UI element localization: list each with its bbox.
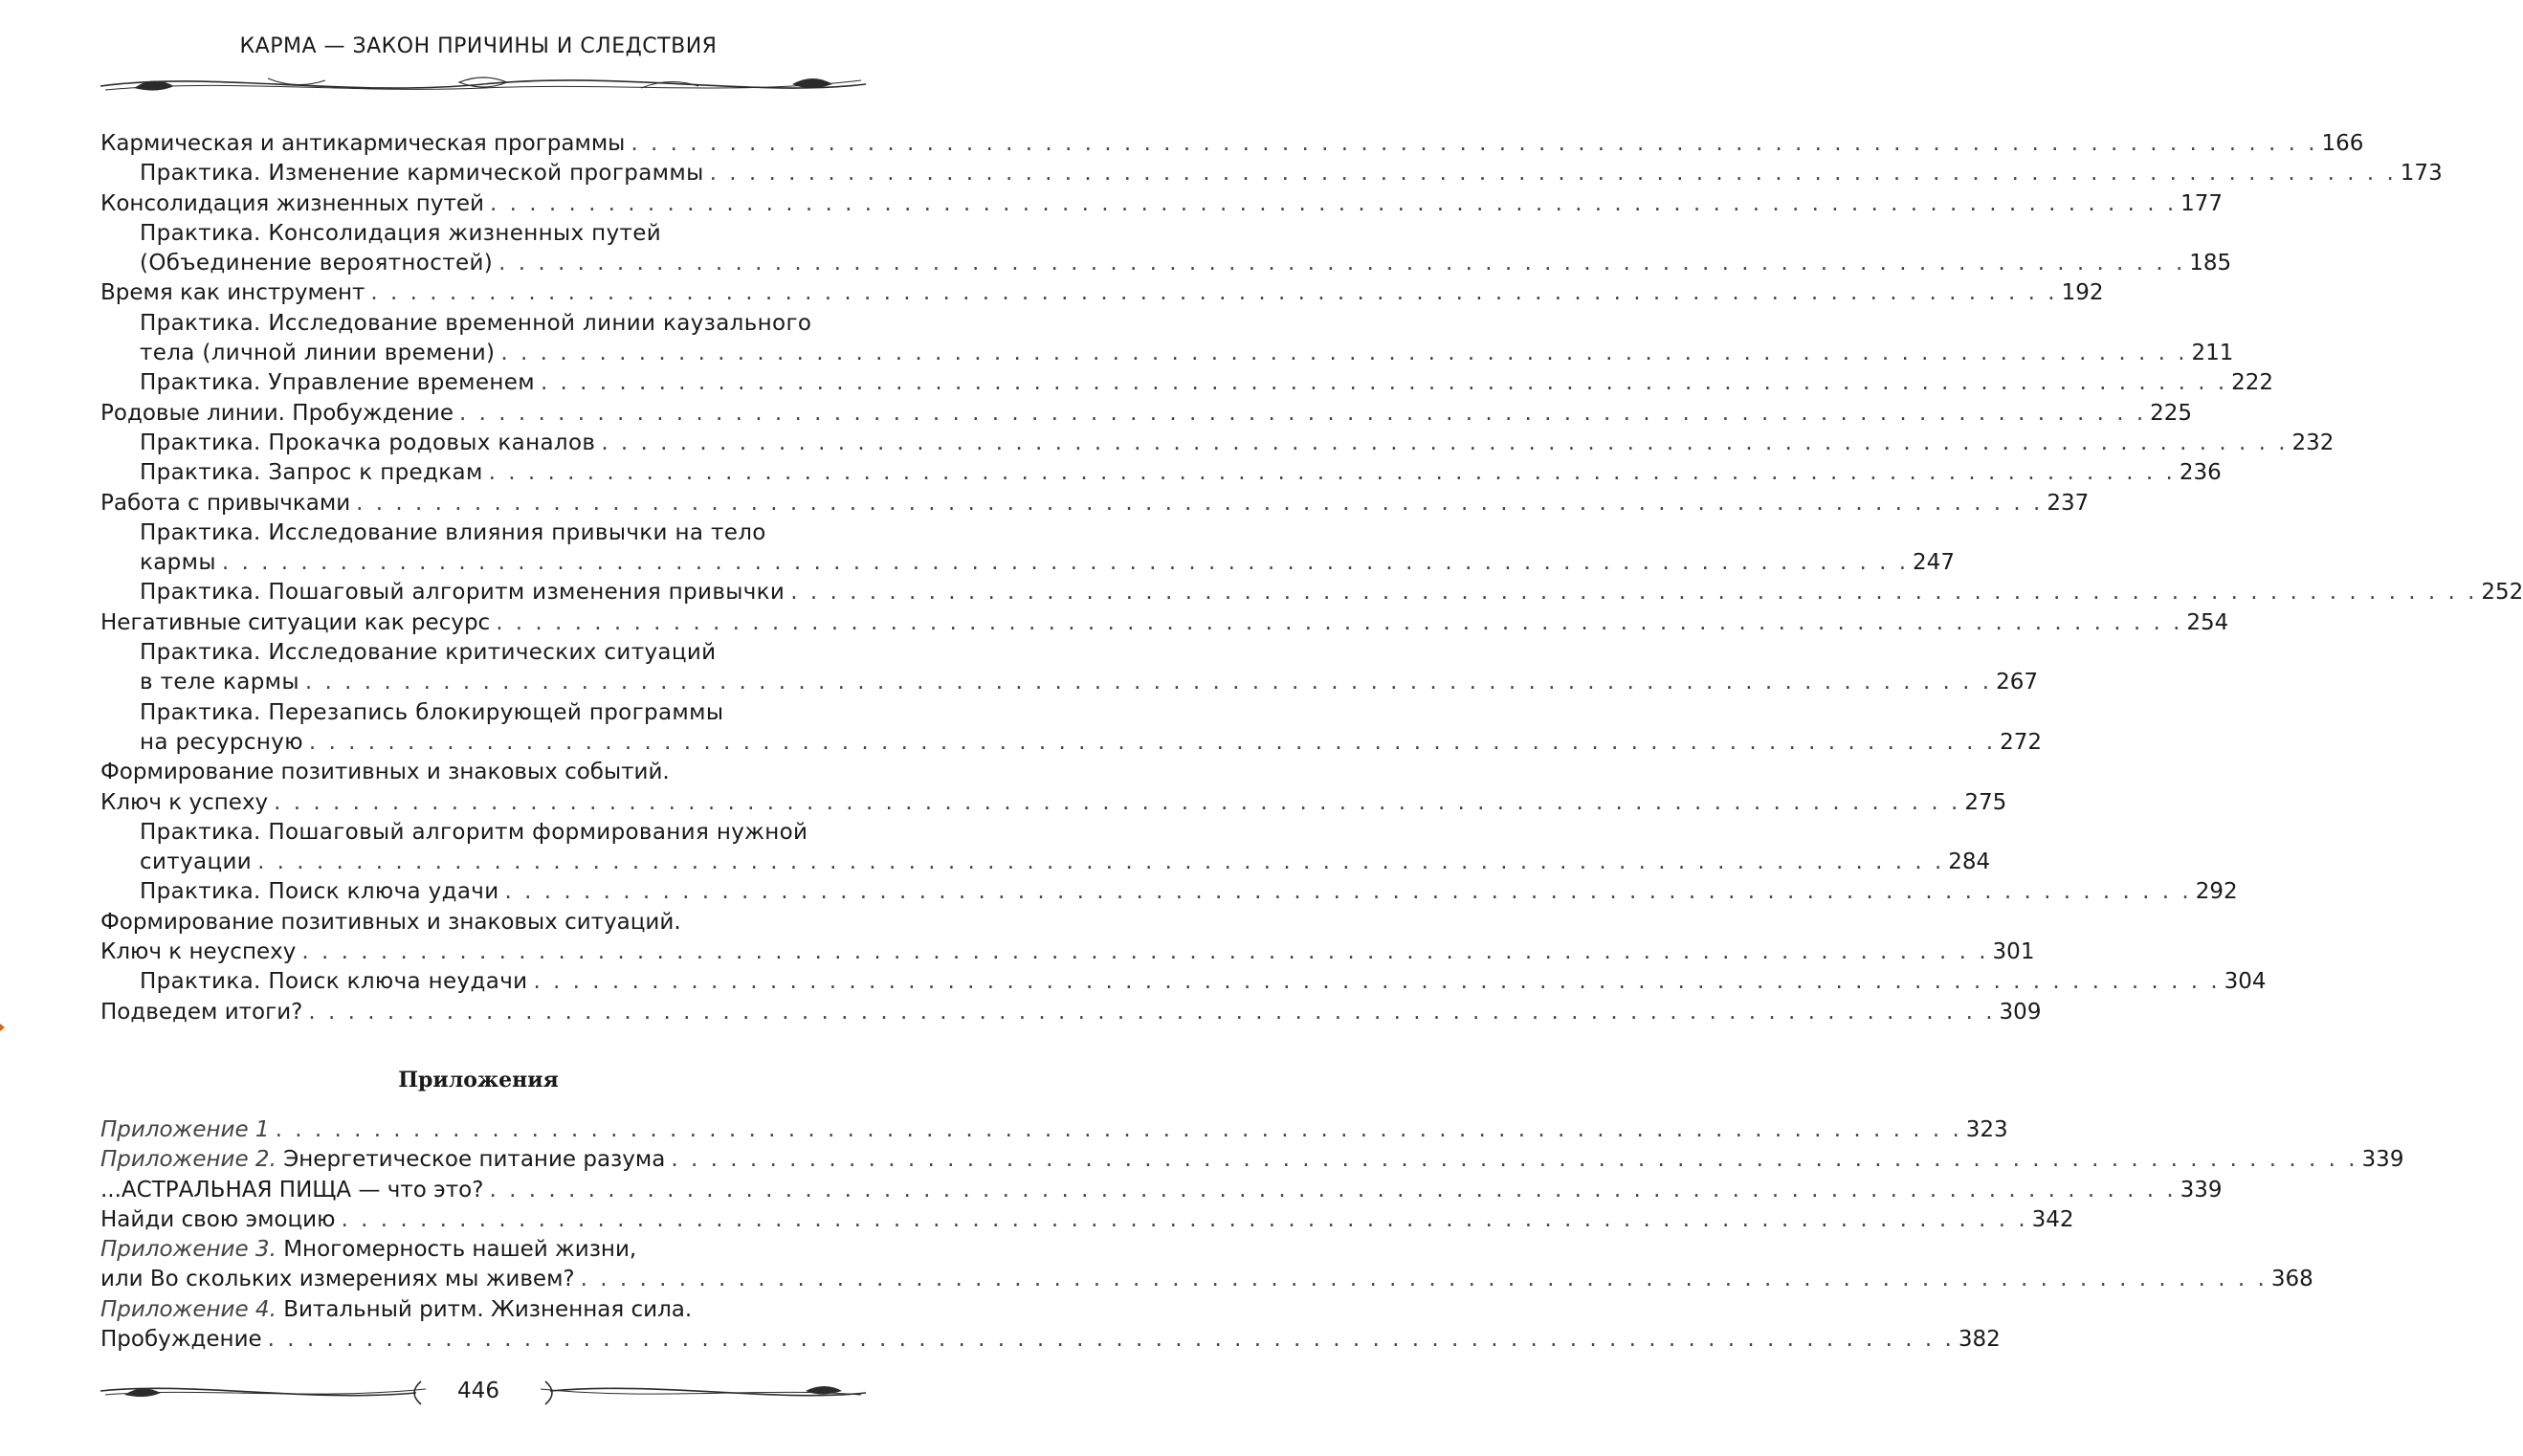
- page-number: 446: [457, 1379, 499, 1403]
- toc-entry: [100, 998, 2042, 1027]
- toc-subentry: [100, 309, 868, 339]
- toc-page-number: 211: [2191, 341, 2234, 366]
- running-head: КАРМА — ЗАКОН ПРИЧИНЫ И СЛЕДСТВИЯ: [239, 34, 718, 58]
- toc-entry-title: Практика. Исследование временной линии каузального: [140, 310, 812, 336]
- dot-leader: [276, 1115, 1962, 1145]
- appendix-label: Приложение 3.: [100, 1237, 277, 1263]
- dot-leader: [601, 429, 2288, 458]
- table-of-contents: [100, 129, 2523, 1027]
- toc-subentry: [100, 339, 2234, 368]
- appendix-entry-text: [100, 1265, 575, 1294]
- toc-subentry: [100, 818, 868, 848]
- appendix-title: Энергетическое питание разума: [283, 1147, 666, 1173]
- appendix-page-number: 323: [1965, 1117, 2008, 1142]
- toc-entry-title: Практика. Поиск ключа удачи: [140, 879, 499, 905]
- toc-subentry: [100, 877, 2238, 907]
- dot-leader: [305, 668, 1992, 697]
- toc-subentry: [100, 159, 2443, 188]
- toc-entry-title: Подведем итоги?: [100, 999, 303, 1025]
- dot-leader: [274, 788, 1960, 818]
- toc-page-number: 309: [1999, 999, 2042, 1025]
- toc-entry-title: Кармическая и антикармическая программы: [100, 131, 626, 156]
- toc-page-number: 173: [2400, 161, 2443, 187]
- toc-subentry: [100, 668, 2038, 697]
- toc-entry: [100, 908, 868, 938]
- toc-entry-title: Формирование позитивных и знаковых ситуаций.: [100, 909, 681, 935]
- dot-leader: [496, 608, 2182, 638]
- toc-entry-title: Практика. Пошаговый алгоритм изменения привычки: [140, 580, 786, 606]
- toc-page-number: 247: [1913, 550, 1955, 576]
- toc-page-number: 222: [2231, 370, 2274, 396]
- toc-subentry: [100, 967, 2267, 997]
- toc-entry-title: Практика. Прокачка родовых каналов: [140, 430, 596, 455]
- dot-leader: [489, 1176, 2176, 1205]
- dot-leader: [489, 458, 2176, 488]
- toc-subentry: [100, 848, 1991, 877]
- toc-entry: [100, 489, 2090, 518]
- appendix-entry-text: [100, 1115, 270, 1145]
- dot-leader: [581, 1265, 2268, 1294]
- appendix-entry-text: [100, 1235, 636, 1265]
- toc-subentry: [100, 429, 2335, 458]
- toc-page-number: 177: [2180, 190, 2224, 216]
- dot-leader: [341, 1205, 2027, 1235]
- toc-entry-title: Практика. Управление временем: [140, 370, 535, 396]
- appendix-entry: [100, 1235, 868, 1265]
- appendix-entry: [100, 1325, 2001, 1355]
- toc-entry-title: тела (личной линии времени): [140, 341, 496, 366]
- toc-page-number: 267: [1996, 670, 2038, 695]
- toc-entry-title: Практика. Запрос к предкам: [140, 460, 483, 486]
- toc-page-number: 284: [1948, 849, 1991, 875]
- toc-page-number: 301: [1992, 939, 2035, 965]
- toc-subentry: [100, 728, 2042, 758]
- dot-leader: [222, 548, 1909, 578]
- toc-subentry: [100, 368, 2274, 398]
- dot-leader: [541, 368, 2227, 398]
- toc-page-number: 232: [2291, 430, 2335, 455]
- dot-leader: [710, 159, 2397, 188]
- appendix-title: или Во скольких измерениях мы живем?: [100, 1267, 575, 1292]
- toc-entry-title: ситуации: [140, 849, 253, 875]
- toc-entry-title: Ключ к неуспеху: [100, 939, 297, 965]
- toc-page-number: 185: [2189, 251, 2232, 276]
- dot-leader: [308, 998, 1995, 1027]
- toc-entry-title: Негативные ситуации как ресурс: [100, 609, 491, 635]
- appendix-entry: [100, 1205, 2074, 1235]
- toc-page-number: 236: [2179, 460, 2222, 486]
- appendix-label: Приложение 1: [100, 1117, 270, 1142]
- toc-page-number: 192: [2061, 280, 2104, 306]
- toc-entry-title: Практика. Исследование влияния привычки на тело: [140, 519, 766, 545]
- toc-entry-title: Время как инструмент: [100, 280, 365, 306]
- toc-subentry: [100, 458, 2222, 488]
- dot-leader: [490, 189, 2177, 219]
- toc-entry-title: Практика. Изменение кармической программы: [140, 161, 704, 187]
- appendix-entry-text: [100, 1176, 483, 1205]
- appendix-entry: [100, 1115, 2008, 1145]
- toc-entry-title: Практика. Перезапись блокирующей программы: [140, 699, 724, 725]
- appendix-entry-text: [100, 1145, 665, 1175]
- toc-entry: [100, 189, 2224, 219]
- dot-leader: [356, 489, 2043, 518]
- dot-leader: [301, 938, 1988, 967]
- dot-leader: [498, 249, 2185, 278]
- header-ornament: [96, 67, 871, 101]
- toc-entry-title: Консолидация жизненных путей: [100, 190, 484, 216]
- toc-page-number: 304: [2224, 969, 2267, 995]
- dot-leader: [631, 129, 2317, 159]
- appendix-title: Витальный ритм. Жизненная сила.: [283, 1296, 693, 1322]
- dot-leader: [505, 877, 2192, 907]
- toc-page-number: 254: [2186, 609, 2229, 635]
- toc-entry-title: Формирование позитивных и знаковых событий.: [100, 760, 670, 785]
- toc-subentry: [100, 578, 2523, 607]
- appendix-title: ...АСТРАЛЬНАЯ ПИЩА — что это?: [100, 1177, 484, 1202]
- appendix-page-number: 382: [1958, 1327, 2001, 1353]
- appendix-label: Приложение 2.: [100, 1147, 277, 1173]
- toc-page-number: 272: [2000, 729, 2042, 755]
- toc-page-number: 166: [2321, 131, 2364, 156]
- toc-entry-title: Практика. Консолидация жизненных путей: [140, 220, 662, 246]
- toc-entry-title: Практика. Исследование критических ситуаций: [140, 640, 717, 666]
- appendix-page-number: 368: [2270, 1267, 2313, 1292]
- toc-entry: [100, 608, 2229, 638]
- dot-leader: [533, 967, 2220, 997]
- dot-leader: [309, 728, 1996, 758]
- toc-entry: [100, 399, 2193, 429]
- toc-entry-title: Родовые линии. Пробуждение: [100, 400, 454, 426]
- appendix-page-number: 339: [2180, 1177, 2223, 1202]
- toc-entry-title: в теле кармы: [140, 670, 299, 695]
- toc-subentry: [100, 548, 1955, 578]
- dot-leader: [370, 278, 2057, 308]
- toc-entry-title: (Объединение вероятностей): [140, 251, 494, 276]
- appendix-page-number: 339: [2361, 1147, 2404, 1173]
- dot-leader: [459, 399, 2146, 429]
- appendix-label: Приложение 4.: [100, 1296, 277, 1322]
- dot-leader: [500, 339, 2187, 368]
- appendix-entry: [100, 1295, 868, 1325]
- dot-leader: [790, 578, 2477, 607]
- appendix-entry: [100, 1176, 2223, 1205]
- dot-leader: [257, 848, 1944, 877]
- toc-entry: [100, 758, 868, 787]
- toc-entry-title: Ключ к успеху: [100, 789, 269, 815]
- toc-entry: [100, 788, 2007, 818]
- toc-entry: [100, 278, 2104, 308]
- appendix-entry: [100, 1265, 2313, 1294]
- appendix-heading: Приложения: [398, 1068, 559, 1092]
- toc-page-number: 237: [2047, 490, 2090, 516]
- edge-mark: [0, 1022, 6, 1033]
- dot-leader: [268, 1325, 1955, 1355]
- toc-subentry: [100, 249, 2232, 278]
- toc-entry-title: Работа с привычками: [100, 490, 351, 516]
- toc-page-number: 225: [2150, 400, 2193, 426]
- toc-entry-title: Практика. Пошаговый алгоритм формирования нужной: [140, 819, 808, 845]
- toc-subentry: [100, 698, 868, 728]
- toc-page-number: 292: [2195, 879, 2238, 905]
- appendix-entry-text: [100, 1295, 692, 1325]
- appendix-entry-text: [100, 1205, 335, 1235]
- appendix-list: [100, 1115, 2404, 1355]
- toc-page-number: 252: [2481, 580, 2523, 606]
- toc-entry-title: на ресурсную: [140, 729, 303, 755]
- appendix-page-number: 342: [2031, 1206, 2074, 1232]
- appendix-title: Пробуждение: [100, 1327, 262, 1353]
- appendix-entry: [100, 1145, 2404, 1175]
- dot-leader: [671, 1145, 2357, 1175]
- toc-entry-title: Практика. Поиск ключа неудачи: [140, 969, 528, 995]
- appendix-title: Найди свою эмоцию: [100, 1206, 336, 1232]
- toc-subentry: [100, 518, 868, 548]
- toc-entry: [100, 129, 2364, 159]
- toc-entry: [100, 938, 2035, 967]
- appendix-entry-text: [100, 1325, 262, 1355]
- toc-subentry: [100, 219, 868, 249]
- toc-entry-title: кармы: [140, 550, 216, 576]
- appendix-title: Многомерность нашей жизни,: [283, 1237, 637, 1263]
- toc-subentry: [100, 638, 868, 668]
- toc-page-number: 275: [1964, 789, 2007, 815]
